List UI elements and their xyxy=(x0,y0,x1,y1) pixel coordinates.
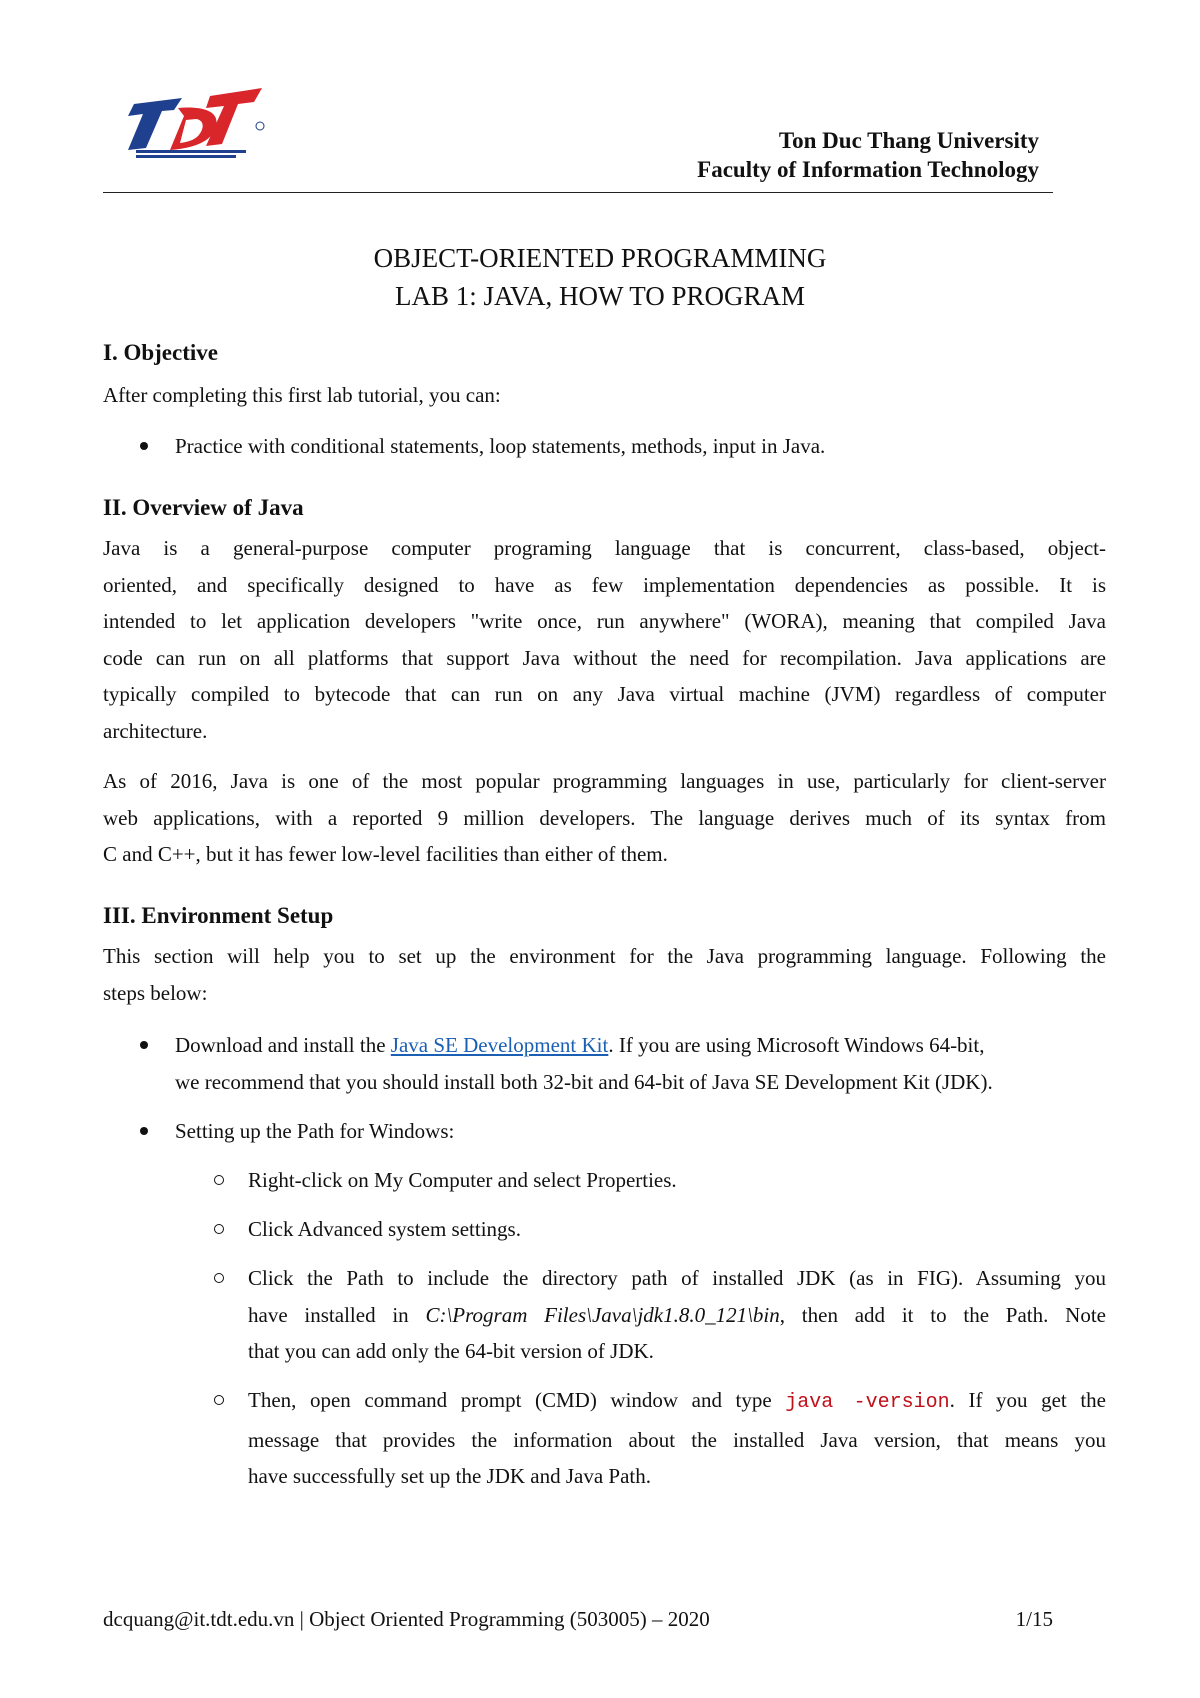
sub-bullet-marker xyxy=(214,1395,224,1405)
header-divider xyxy=(103,192,1053,193)
setup-item-text: we recommend that you should install both 32-bit and 64-bit of Java SE Development Kit (JDK). xyxy=(175,1069,993,1094)
paragraph-line: web applications, with a reported 9 million developers. The language derives much of its syntax from xyxy=(103,805,1106,830)
path-step-4 xyxy=(248,1382,1106,1495)
path-step-2: Click Advanced system settings. xyxy=(248,1217,521,1241)
step-text: Then, open command prompt (CMD) window and type xyxy=(248,1388,786,1412)
section-heading-objective: I. Objective xyxy=(103,340,218,365)
step-line: have successfully set up the JDK and Java Path. xyxy=(248,1464,651,1488)
setup-item-text: Download and install the xyxy=(175,1033,391,1057)
java-se-link[interactable]: Java SE Development Kit xyxy=(390,1033,609,1057)
paragraph-line: As of 2016, Java is one of the most popular programming languages in use, particularly for client-server xyxy=(103,769,1106,793)
header-institution xyxy=(697,126,1039,184)
bullet-marker xyxy=(140,1127,148,1135)
path-step-1: Right-click on My Computer and select Properties. xyxy=(248,1168,677,1192)
step-line xyxy=(248,1382,1106,1422)
paragraph-line: This section will help you to set up the environment for the Java programming language. Following the xyxy=(103,944,1106,968)
setup-item-text: . If you are using Microsoft Windows 64-bit, xyxy=(608,1033,985,1057)
step-text: have installed in xyxy=(248,1302,426,1327)
bullet-marker xyxy=(140,1041,148,1049)
overview-paragraph-2 xyxy=(103,763,1106,873)
setup-item-download xyxy=(175,1027,1106,1100)
bullet-marker xyxy=(140,442,148,450)
setup-item-path: Setting up the Path for Windows: xyxy=(175,1119,455,1143)
sub-bullet-marker xyxy=(214,1273,224,1283)
paragraph-line: C and C++, but it has fewer low-level facilities than either of them. xyxy=(103,842,668,866)
sub-bullet-marker xyxy=(214,1175,224,1185)
document-subtitle: LAB 1: JAVA, HOW TO PROGRAM xyxy=(394,281,806,311)
step-line: message that provides the information about the installed Java version, that means you xyxy=(248,1427,1106,1452)
step-line: that you can add only the 64-bit version of JDK. xyxy=(248,1339,654,1363)
paragraph-line: steps below: xyxy=(103,980,208,1005)
tdt-university-logo xyxy=(112,76,272,166)
overview-paragraph-1 xyxy=(103,530,1106,749)
step-text: , then add it to the Path. Note xyxy=(779,1302,1106,1327)
setup-intro xyxy=(103,938,1106,1011)
section-heading-overview: II. Overview of Java xyxy=(103,495,304,520)
paragraph-line: code can run on all platforms that support Java without the need for recompilation. Java applications are xyxy=(103,645,1106,670)
paragraph-line: typically compiled to bytecode that can run on any Java virtual machine (JVM) regardless of computer xyxy=(103,682,1106,706)
faculty-name: Faculty of Information Technology xyxy=(697,157,1039,182)
sub-bullet-marker xyxy=(214,1224,224,1234)
jdk-install-path: C:\Program Files\Java\jdk1.8.0_121\bin xyxy=(425,1302,780,1327)
objective-item: Practice with conditional statements, loop statements, methods, input in Java. xyxy=(175,434,826,458)
paragraph-line: intended to let application developers "write once, run anywhere" (WORA), meaning that compiled Java xyxy=(103,609,1106,633)
document-title: OBJECT-ORIENTED PROGRAMMING xyxy=(373,243,827,273)
step-line xyxy=(248,1297,1106,1334)
step-line: Click the Path to include the directory path of installed JDK (as in FIG). Assuming you xyxy=(248,1266,1106,1290)
page-number: 1/15 xyxy=(1015,1607,1053,1631)
paragraph-line: architecture. xyxy=(103,718,208,743)
paragraph-line: Java is a general-purpose computer programing language that is concurrent, class-based, object- xyxy=(103,536,1106,560)
step-text: . If you get the xyxy=(949,1388,1106,1412)
java-version-command: java -version xyxy=(785,1391,950,1414)
footer-text: dcquang@it.tdt.edu.vn | Object Oriented Programming (503005) – 2020 xyxy=(103,1607,710,1631)
university-name: Ton Duc Thang University xyxy=(778,128,1039,153)
section-heading-setup: III. Environment Setup xyxy=(103,903,334,928)
objective-intro: After completing this first lab tutorial, you can: xyxy=(103,383,501,407)
path-step-3 xyxy=(248,1260,1106,1370)
paragraph-line: oriented, and specifically designed to have as few implementation dependencies as possible. It is xyxy=(103,572,1106,597)
